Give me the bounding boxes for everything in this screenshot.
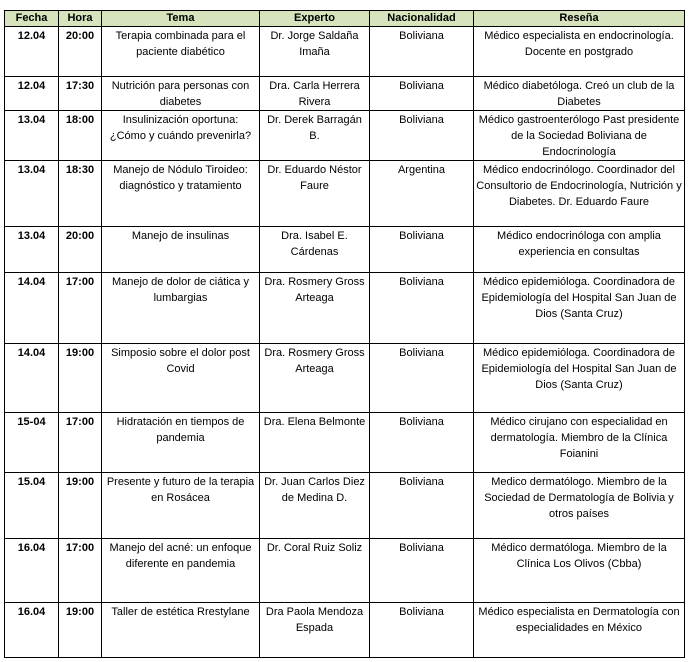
header-tema: Tema [102, 11, 260, 27]
cell-tema: Simposio sobre el dolor post Covid [102, 344, 260, 413]
cell-hora: 20:00 [59, 227, 102, 273]
table-row [5, 344, 685, 413]
cell-nacionalidad: Boliviana [370, 273, 474, 344]
table-row [5, 413, 685, 473]
cell-resena: Médico gastroenterólogo Past presidente de la Sociedad Boliviana de Endocrinología [474, 111, 685, 161]
schedule-table [4, 10, 685, 658]
cell-resena: Médico epidemióloga. Coordinadora de Epidemiología del Hospital San Juan de Dios (Santa Cruz) [474, 273, 685, 344]
cell-experto: Dra. Carla Herrera Rivera [260, 77, 370, 111]
cell-hora: 20:00 [59, 27, 102, 77]
cell-nacionalidad: Argentina [370, 161, 474, 227]
cell-hora: 18:30 [59, 161, 102, 227]
cell-fecha: 16.04 [5, 539, 59, 603]
cell-nacionalidad: Boliviana [370, 344, 474, 413]
cell-experto: Dra. Rosmery Gross Arteaga [260, 273, 370, 344]
cell-experto: Dr. Juan Carlos Diez de Medina D. [260, 473, 370, 539]
cell-nacionalidad: Boliviana [370, 413, 474, 473]
table-row [5, 27, 685, 77]
table-row [5, 77, 685, 111]
cell-fecha: 13.04 [5, 227, 59, 273]
cell-experto: Dr. Derek Barragán B. [260, 111, 370, 161]
cell-hora: 19:00 [59, 473, 102, 539]
cell-tema: Presente y futuro de la terapia en Rosácea [102, 473, 260, 539]
cell-hora: 17:30 [59, 77, 102, 111]
table-header-row [5, 11, 685, 27]
cell-resena: Médico diabetóloga. Creó un club de la Diabetes [474, 77, 685, 111]
cell-tema: Nutrición para personas con diabetes [102, 77, 260, 111]
cell-resena: Medico dermatólogo. Miembro de la Sociedad de Dermatología de Bolivia y otros países [474, 473, 685, 539]
cell-fecha: 12.04 [5, 27, 59, 77]
table-row [5, 603, 685, 658]
cell-fecha: 12.04 [5, 77, 59, 111]
cell-resena: Médico dermatóloga. Miembro de la Clínica Los Olivos (Cbba) [474, 539, 685, 603]
header-nacionalidad: Nacionalidad [370, 11, 474, 27]
cell-fecha: 15.04 [5, 473, 59, 539]
table-row [5, 539, 685, 603]
cell-hora: 17:00 [59, 413, 102, 473]
cell-fecha: 16.04 [5, 603, 59, 658]
cell-experto: Dr. Coral Ruiz Soliz [260, 539, 370, 603]
header-experto: Experto [260, 11, 370, 27]
cell-resena: Médico especialista en endocrinología. Docente en postgrado [474, 27, 685, 77]
cell-resena: Médico cirujano con especialidad en dermatología. Miembro de la Clínica Foianini [474, 413, 685, 473]
cell-nacionalidad: Boliviana [370, 539, 474, 603]
cell-nacionalidad: Boliviana [370, 77, 474, 111]
cell-hora: 18:00 [59, 111, 102, 161]
header-hora: Hora [59, 11, 102, 27]
cell-tema: Manejo de dolor de ciática y lumbargias [102, 273, 260, 344]
cell-experto: Dr. Jorge Saldaña Imaña [260, 27, 370, 77]
cell-experto: Dr. Eduardo Néstor Faure [260, 161, 370, 227]
cell-hora: 17:00 [59, 539, 102, 603]
cell-tema: Hidratación en tiempos de pandemia [102, 413, 260, 473]
cell-resena: Médico endocrinóloga con amplia experiencia en consultas [474, 227, 685, 273]
cell-nacionalidad: Boliviana [370, 473, 474, 539]
cell-tema: Insulinización oportuna: ¿Cómo y cuándo prevenirla? [102, 111, 260, 161]
table-row [5, 227, 685, 273]
cell-experto: Dra Paola Mendoza Espada [260, 603, 370, 658]
cell-fecha: 13.04 [5, 161, 59, 227]
table-row [5, 273, 685, 344]
cell-resena: Médico especialista en Dermatología con especialidades en México [474, 603, 685, 658]
cell-fecha: 15-04 [5, 413, 59, 473]
cell-tema: Manejo de insulinas [102, 227, 260, 273]
cell-tema: Terapia combinada para el paciente diabético [102, 27, 260, 77]
cell-tema: Taller de estética Rrestylane [102, 603, 260, 658]
cell-nacionalidad: Boliviana [370, 111, 474, 161]
table-row [5, 111, 685, 161]
cell-nacionalidad: Boliviana [370, 603, 474, 658]
cell-nacionalidad: Boliviana [370, 27, 474, 77]
cell-fecha: 13.04 [5, 111, 59, 161]
table-row [5, 161, 685, 227]
cell-hora: 19:00 [59, 344, 102, 413]
cell-experto: Dra. Elena Belmonte [260, 413, 370, 473]
cell-experto: Dra. Rosmery Gross Arteaga [260, 344, 370, 413]
cell-hora: 17:00 [59, 273, 102, 344]
cell-fecha: 14.04 [5, 273, 59, 344]
cell-experto: Dra. Isabel E. Cárdenas [260, 227, 370, 273]
cell-resena: Médico epidemióloga. Coordinadora de Epidemiología del Hospital San Juan de Dios (Santa Cruz) [474, 344, 685, 413]
cell-hora: 19:00 [59, 603, 102, 658]
cell-resena: Médico endocrinólogo. Coordinador del Consultorio de Endocrinología, Nutrición y Diabetes. Dr. Eduardo Faure [474, 161, 685, 227]
header-resena: Reseña [474, 11, 685, 27]
cell-nacionalidad: Boliviana [370, 227, 474, 273]
cell-tema: Manejo del acné: un enfoque diferente en pandemia [102, 539, 260, 603]
header-fecha: Fecha [5, 11, 59, 27]
cell-fecha: 14.04 [5, 344, 59, 413]
cell-tema: Manejo de Nódulo Tiroideo: diagnóstico y tratamiento [102, 161, 260, 227]
table-row [5, 473, 685, 539]
